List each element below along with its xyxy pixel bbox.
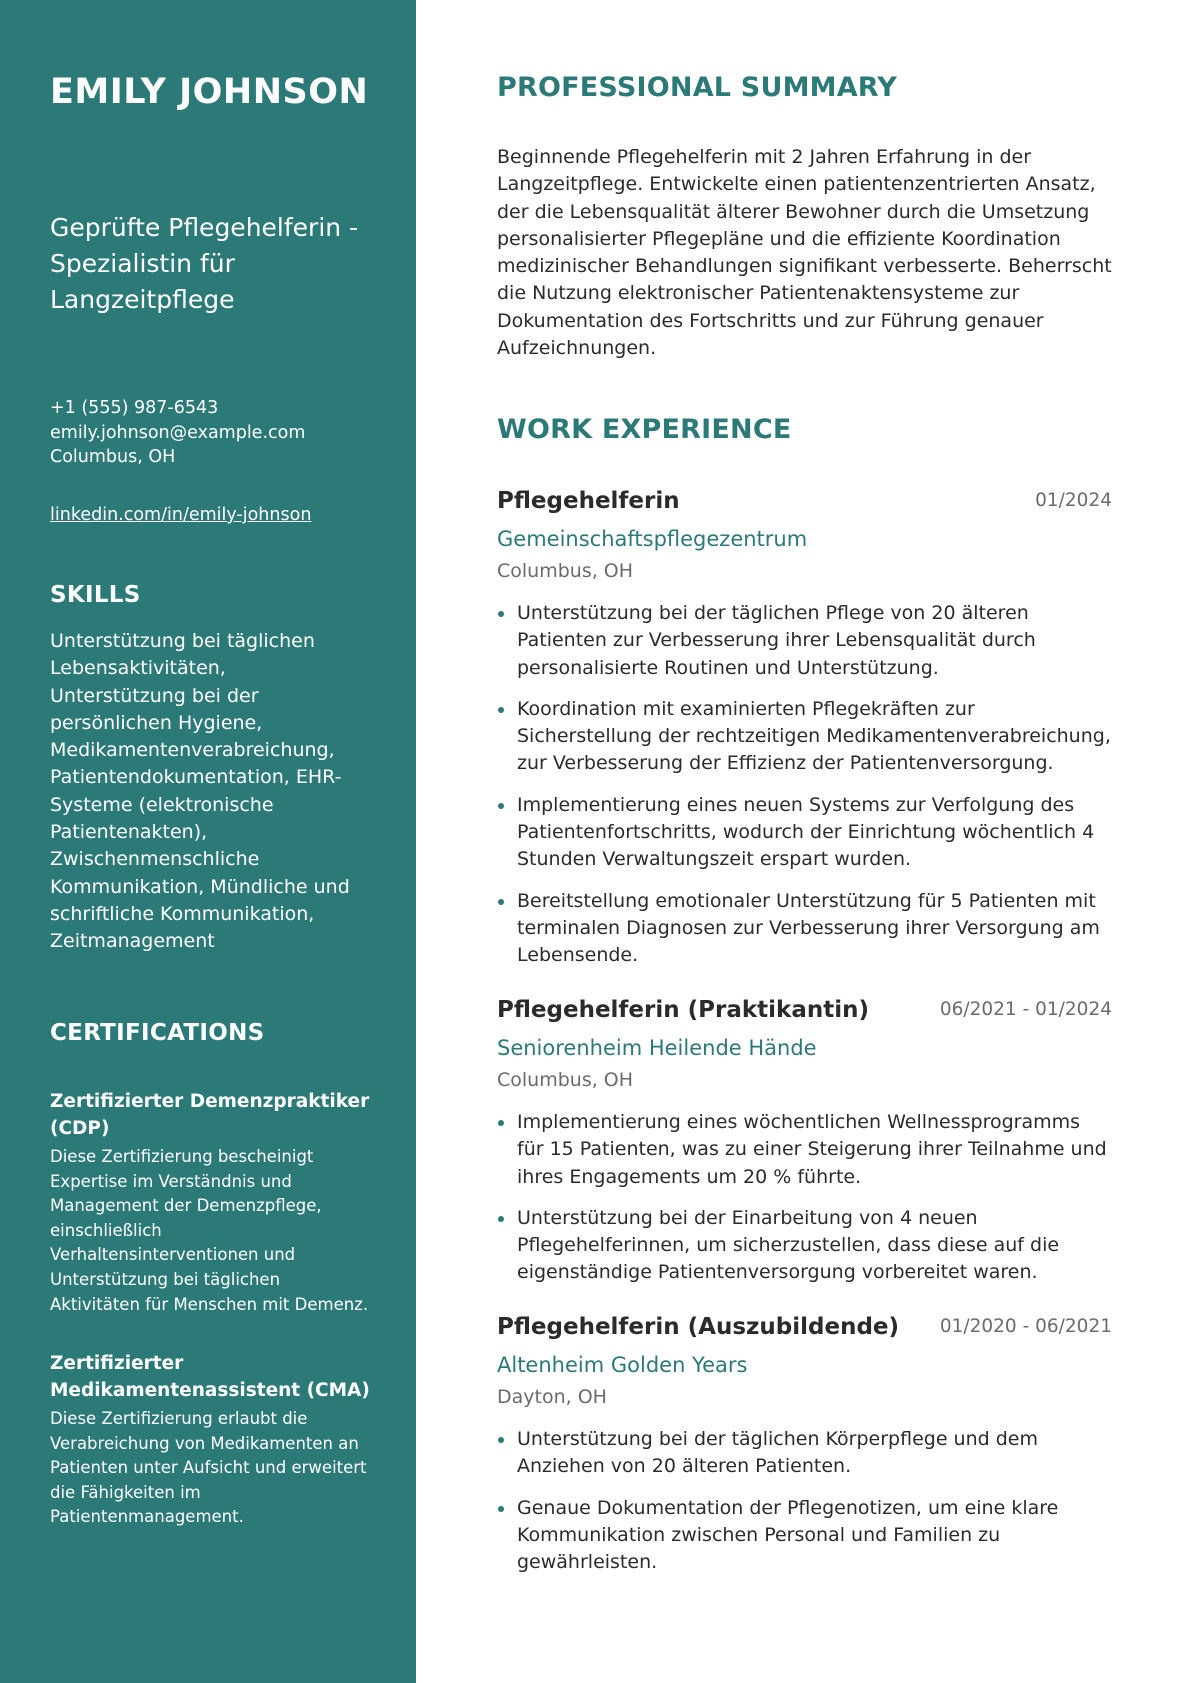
certification-description: Diese Zertifizierung bescheinigt Expertise im Verständnis und Management der Demenzpflege, einschließlich Verhaltensinterventionen und Unterstützung bei täglichen Aktivitäten für Menschen mit Demenz. [50,1147,369,1314]
job-bullet: Unterstützung bei der Einarbeitung von 4 neuen Pflegehelferinnen, um sicherzustellen, dass diese auf die eigenständige Patientenversorgung vorbereitet waren. [497,1205,1112,1287]
job-date: 01/2024 [1035,490,1112,511]
candidate-headline: Geprüfte Pflegehelferin - Spezialistin für Langzeitpflege [50,213,359,314]
skills-heading: SKILLS [50,582,141,608]
job-company: Seniorenheim Heilende Hände [497,1036,817,1060]
job-company: Gemeinschaftspflegezentrum [497,527,808,551]
sidebar [0,0,416,1683]
job-bullet: Unterstützung bei der täglichen Pflege von 20 älteren Patienten zur Verbesserung ihrer Lebensqualität durch personalisierte Routinen und Unterstützung. [497,600,1112,682]
job-header [497,1314,1112,1348]
job-company: Altenheim Golden Years [497,1353,748,1377]
job-header [497,997,1112,1031]
job-bullet: Implementierung eines wöchentlichen Wellnessprogramms für 15 Patienten, was zu einer Steigerung ihrer Teilnahme und ihres Engagements um 20 % führte. [497,1109,1112,1191]
certification-title: Zertifizierter Demenzpraktiker (CDP) [50,1091,370,1139]
certification-item [50,1088,370,1317]
job-entry [497,997,1112,1301]
job-date: 01/2020 - 06/2021 [939,1316,1112,1337]
contact-location: Columbus, OH [50,447,176,467]
job-bullets [497,600,1112,970]
job-location: Columbus, OH [497,560,634,582]
job-date: 06/2021 - 01/2024 [939,999,1112,1020]
work-experience-heading: WORK EXPERIENCE [497,414,792,445]
contact-phone: +1 (555) 987-6543 [50,398,219,418]
job-bullet: Unterstützung bei der täglichen Körperpflege und dem Anziehen von 20 älteren Patienten. [497,1426,1112,1481]
job-title: Pflegehelferin (Praktikantin) [497,997,869,1023]
summary-text: Beginnende Pflegehelferin mit 2 Jahren Erfahrung in der Langzeitpflege. Entwickelte einen patientenzentrierten Ansatz, der die Lebensqualität älterer Bewohner durch die Umsetzung personalisierter Pflegepläne und die effiziente Koordination medizinischer Behandlungen signifikant verbesserte. Beherrscht die Nutzung elektronischer Patientenaktensysteme zur Dokumentation des Fortschritts und zur Führung genauer Aufzeichnungen. [497,146,1112,360]
job-bullets [497,1109,1112,1287]
job-bullet: Implementierung eines neuen Systems zur Verfolgung des Patientenfortschritts, wodurch der Einrichtung wöchentlich 4 Stunden Verwaltungszeit erspart wurden. [497,792,1112,874]
skills-text: Unterstützung bei täglichen Lebensaktivitäten, Unterstützung bei der persönlichen Hygiene, Medikamentenverabreichung, Patientendokumentation, EHR-Systeme (elektronische Patientenakten), Zwischenmenschliche Kommunikation, Mündliche und schriftliche Kommunikation, Zeitmanagement [50,630,350,953]
job-entry [497,488,1112,984]
job-location: Dayton, OH [497,1386,607,1408]
certification-item [50,1350,370,1530]
job-header [497,488,1112,522]
certification-description: Diese Zertifizierung erlaubt die Verabreichung von Medikamenten an Patienten unter Aufsicht und erweitert die Fähigkeiten im Patientenmanagement. [50,1409,367,1527]
job-bullets [497,1426,1112,1576]
job-bullet: Genaue Dokumentation der Pflegenotizen, um eine klare Kommunikation zwischen Personal und Familien zu gewährleisten. [497,1495,1112,1577]
candidate-name: EMILY JOHNSON [50,72,369,112]
contact-email: emily.johnson@example.com [50,422,306,443]
job-title: Pflegehelferin [497,488,680,514]
job-title: Pflegehelferin (Auszubildende) [497,1314,900,1340]
certifications-heading: CERTIFICATIONS [50,1020,265,1046]
job-location: Columbus, OH [497,1069,634,1091]
job-bullet: Bereitstellung emotionaler Unterstützung für 5 Patienten mit terminalen Diagnosen zur Verbesserung ihrer Versorgung am Lebensende. [497,888,1112,970]
job-bullet: Koordination mit examinierten Pflegekräften zur Sicherstellung der rechtzeitigen Medikamentenverabreichung, zur Verbesserung der Effizienz der Patientenversorgung. [497,696,1112,778]
job-entry [497,1314,1112,1590]
certification-title: Zertifizierter Medikamentenassistent (CMA) [50,1353,370,1401]
linkedin-link[interactable]: linkedin.com/in/emily-johnson [50,505,312,525]
summary-heading: PROFESSIONAL SUMMARY [497,72,898,103]
contact-block [50,396,305,470]
